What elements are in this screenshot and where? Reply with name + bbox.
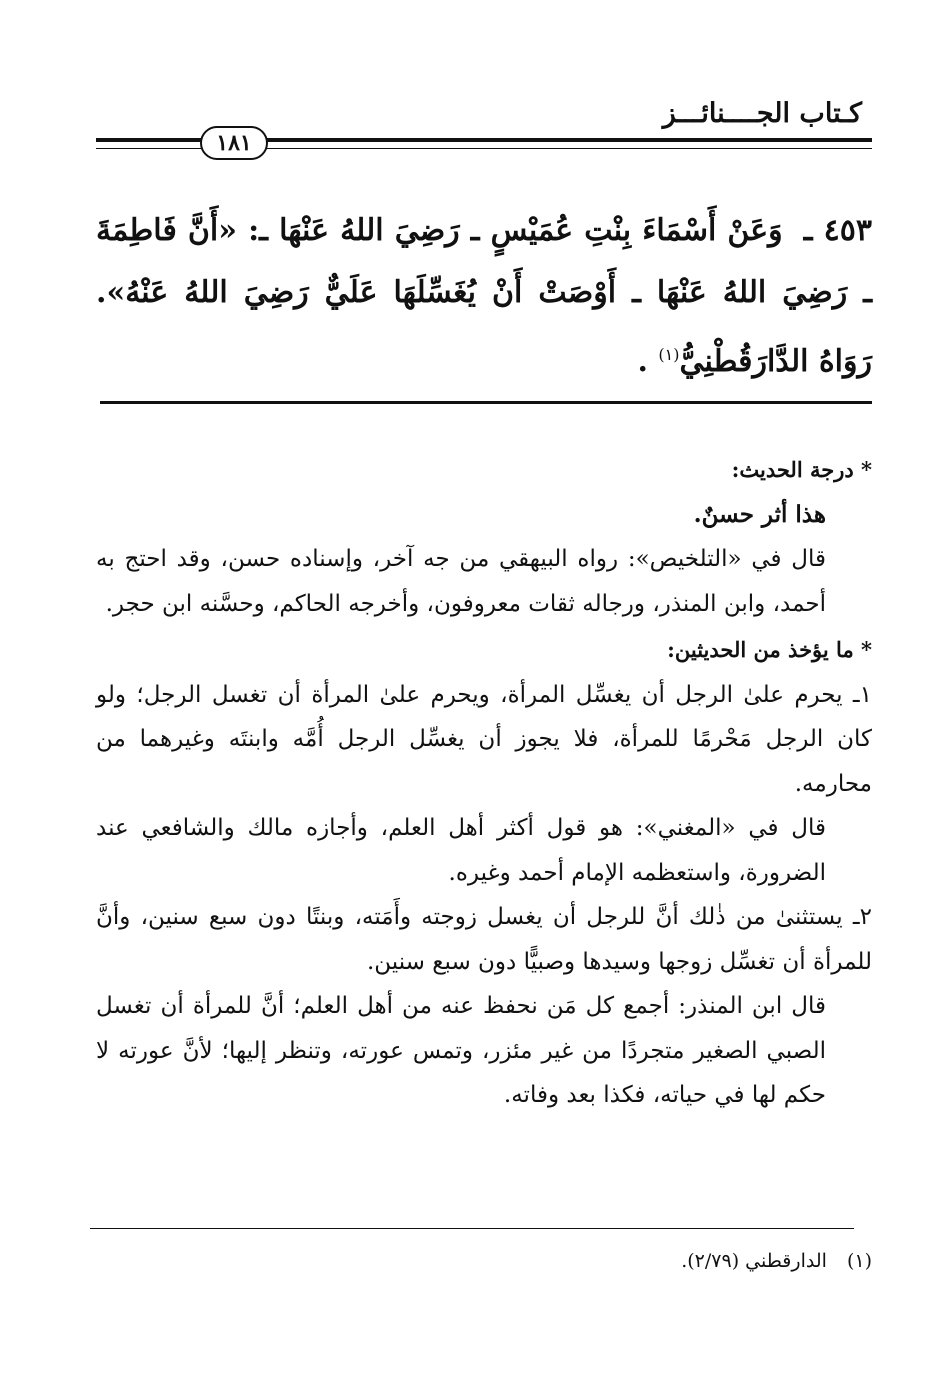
hadith-text-block xyxy=(96,200,872,393)
hadith-end: . xyxy=(637,344,648,379)
page-number: ١٨١ xyxy=(200,126,268,160)
hadith-footnote-mark: (١) xyxy=(658,345,680,364)
benefit-item-2: ٢ـ يستثنىٰ من ذٰلك أنَّ للرجل أن يغسل زوجته وأَمَته، وبنتًا دون سبع سنين، وأنَّ للمرأة أن تغسِّل زوجها وسيدها وصبيًّا دون سبع سنين. xyxy=(96,904,872,975)
book-title: كـتاب الجــــنائـــز xyxy=(662,98,862,129)
grade-heading: * درجة الحديث: xyxy=(731,457,872,482)
page-header xyxy=(96,96,872,162)
grade-verdict: هذا أثر حسنٌ. xyxy=(693,500,826,528)
footnote-text: الدارقطني (٢/٧٩). xyxy=(681,1250,827,1272)
benefit-item-1-quote: قال في «المغني»: هو قول أكثر أهل العلم، وأجازه مالك والشافعي عند الضرورة، واستعظمه الإمام أحمد وغيره. xyxy=(96,815,826,886)
footnote xyxy=(96,1246,872,1276)
benefit-item-1: ١ـ يحرم علىٰ الرجل أن يغسِّل المرأة، ويحرم علىٰ المرأة أن تغسل الرجل؛ ولو كان الرجل مَحْرمًا للمرأة، فلا يجوز أن يغسِّل الرجل أُمَّه وابنتَه وغيرهما من محارمه. xyxy=(96,681,872,797)
footnote-rule xyxy=(90,1228,854,1229)
commentary-body xyxy=(96,448,872,1118)
section-divider xyxy=(100,401,872,404)
grade-text: قال في «التلخيص»: رواه البيهقي من جه آخر، وإسناده حسن، وقد احتج به أحمد، وابن المنذر، ورجاله ثقات معروفون، وأخرجه الحاكم، وحسَّنه ابن حجر. xyxy=(96,546,826,617)
hadith-text: وَعَنْ أَسْمَاءَ بِنْتِ عُمَيْسٍ ـ رَضِيَ اللهُ عَنْهَا ـ: «أَنَّ فَاطِمَةَ ـ رَضِيَ اللهُ عَنْهَا ـ أَوْصَتْ أَنْ يُغَسِّلَهَا عَلَيٌّ رَضِيَ اللهُ عَنْهُ». رَوَاهُ الدَّارَقُطْنِيُّ xyxy=(96,213,872,379)
benefit-item-2-quote: قال ابن المنذر: أجمع كل مَن نحفظ عنه من أهل العلم؛ أنَّ للمرأة أن تغسل الصبي الصغير متجردًا من غير مئزر، وتمس عورته، وتنظر إليها؛ لأنَّ عورته لا حكم لها في حياته، فكذا بعد وفاته. xyxy=(96,993,826,1108)
benefits-heading: * ما يؤخذ من الحديثين: xyxy=(667,637,872,662)
hadith-number: ٤٥٣ ـ xyxy=(803,213,873,248)
footnote-mark: (١) xyxy=(846,1250,872,1272)
